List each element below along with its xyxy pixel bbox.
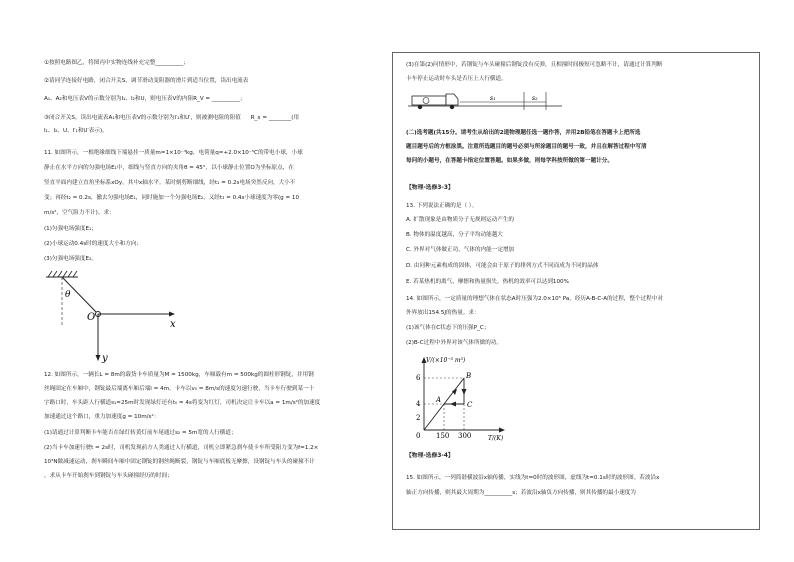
truck-cab (446, 94, 458, 105)
q15-line-1: 15. 如图所示，一列简谐横波沿x轴传播，实线为t=0时的波形图，虚线为t=0.1s时的波形图。若波沿x (406, 475, 660, 481)
q11-line-5: m/s²，空气阻力不计)。求： (44, 210, 115, 216)
q11-line-2: 静止在水平方向的匀强电场E₁中，细线与竖直方向的夹角θ = 45°，以小球静止位置O为坐标原点，在 (44, 165, 294, 171)
step-1-text: ①按照电路图乙，将图丙中实物连线补充完整__________； (44, 60, 189, 66)
elective-intro-2: 题目题号后的方框涂黑。注意所选题目的题号必须与所涂题目的题号一致，并且在解答过程中写清 (406, 144, 647, 150)
q12-line-2: 丝绳固定在车厢中，钢锭最后端离车厢后端l = 4m。卡车以v₀ = 8m/s的速度匀速行驶，当卡车行驶到某一十 (44, 386, 315, 392)
q11-line-1: 11. 如图所示，一根绝缘细线下端悬挂一质量m=1×10⁻³kg，电荷量q=+2.0×10⁻⁵C的带电小球，小球 (44, 150, 303, 156)
s1-label: s₁ (490, 95, 496, 102)
tick-150: 150 (436, 432, 450, 440)
section-3-3-header: 【物理-选修3-3】 (406, 185, 454, 191)
step-3-text-a: ③闭合开关S，读出电流表A₁和电压表V的示数分别为I′₁和U′，则被测电阻的阻值 (44, 115, 241, 121)
vt-graph (408, 354, 518, 444)
rear-wheel (418, 105, 422, 109)
truck-figure (406, 88, 566, 114)
y-axis-arrow-icon (96, 355, 101, 361)
v-axis-label: V/(×10⁻³ m³) (426, 357, 466, 364)
tick-4: 4 (416, 400, 421, 408)
q14-line-2: 外界放出154.5J的热量。求： (406, 310, 480, 316)
origin-label: O (87, 312, 96, 323)
q13-option-e: E. 若某热机的离气、摩擦和热量损失，热机的效率可以达到100% (406, 279, 569, 285)
q13-stem: 13. 下列说法正确的是（ ）。 (406, 203, 478, 209)
step-3-text-b: R_x = ________(用 (250, 115, 299, 121)
tick-6: 6 (416, 374, 421, 382)
q15-line-2: 轴正方向传播，则其最大周期为__________s；若波沿x轴负方向传播，则其传播的最小速度为 (406, 490, 636, 496)
q12-part-2: (2)当卡车加速行驶t = 2s时，司机发现前方人类通过人行横道，司机立即紧急刹车使卡车所受阻力变为f=1.2× (44, 445, 319, 451)
y-label: y (102, 353, 108, 364)
x-label: x (170, 319, 176, 330)
q12-line-4: 加速通过这个路口，重力加速度g = 10m/s²： (44, 414, 160, 420)
q12-part-2-cont: 10⁴N做减速运动，刹车瞬间车厢中固定钢锭的钢丝绳断裂，钢锭与车厢底板无摩擦，设钢锭与车头的碰撞不计 (44, 459, 315, 465)
t-axis-label: T/(K) (488, 435, 504, 442)
q12-part-3: (3)在第(2)问情形中，若钢锭与车头碰撞后钢锭没有反弹，且相撞时间极短可忽略不计，请通过计算判断 (406, 62, 663, 68)
elective-intro-1: (二)选考题(共15分。请考生从给出的2道物理题任选一题作答，并用2B铅笔在答题卡上把所选 (406, 130, 641, 136)
front-wheel (450, 105, 454, 109)
q13-option-d: D. 由同种元素构成的固体，可能会由于原子的排列方式不同而成为不同的晶体 (406, 263, 599, 269)
s2-label: s₂ (532, 95, 538, 102)
q12-line-3: 字路口时，车头距人行横道s₁=25m时发现绿灯还有t₀ = 4s将变为红灯，司机决定让卡车以a = 1m/s²的加速度 (44, 400, 321, 406)
q11-part-2: (2)小球运动0.4s时的速度大小和方向； (44, 241, 143, 247)
step-2-text: ②请同学连接好电路，闭合开关S，调节滑动变阻器的滑片到适当位置，读出电流表 (44, 78, 249, 84)
q12-part-2-cont-2: ，求从卡车开始刹车到钢锭与车头碰撞经历的时间； (44, 473, 173, 479)
step-3-text-cont: I₁、I₂、U、I′₁和U′表示)。 (44, 128, 108, 134)
q11-line-3: 竖直平面内建立直角坐标系xOy，其中x轴水平。某时刻剪断细线，经t₁ = 0.2s电场突然反向，大小不 (44, 180, 296, 186)
arrow-bc-icon (462, 389, 467, 395)
point-c-label: C (467, 401, 473, 409)
q14-line-1: 14. 如图所示，一定质量的理想气体在状态A时压强为2.0×10⁵ Pa，经历A-B-C-A的过程，整个过程中对 (406, 296, 663, 302)
arrow-ca-icon (450, 402, 456, 407)
point-b-label: B (466, 372, 472, 380)
q11-part-3: (3)匀强电场强度E₂。 (44, 256, 97, 262)
q12-line-1: 12. 如图所示，一辆长L = 8m的载货卡车质量为M = 1500kg，车厢载有m = 500kg的圆柱形钢锭，并用钢 (44, 372, 314, 378)
ceiling-hatch (46, 271, 78, 277)
q12-part-3-cont: 卡车停止运动时车头是否压上人行横道。 (406, 76, 507, 82)
elective-intro-3: 每问的小题号，在答题卡指定位置答题。如果多做，则每学科按所做的第一题计分。 (406, 158, 613, 164)
point-a-label: A (436, 396, 442, 404)
step-3-text (44, 115, 299, 122)
x-axis-arrow-icon (169, 312, 175, 317)
q13-option-c: C. 外界对气体做正功，气体的内能一定增加 (406, 247, 515, 253)
tick-2: 2 (416, 414, 421, 422)
q11-part-1: (1)匀强电场强度E₁； (44, 226, 97, 232)
q14-part-2: (2)B-C过程中外界对该气体所做的功。 (406, 340, 502, 346)
step-2-text-cont: A₁、A₂和电压表V的示数分别为I₁、I₂和U，则电压表V的内阻R_V = __________； (44, 96, 246, 102)
steel-ingot (423, 98, 429, 104)
section-3-4-header: 【物理-选修3-4】 (406, 453, 454, 459)
q13-option-a: A. 扩散现象是由物质分子无规则运动产生的 (406, 217, 514, 223)
q13-option-b: B. 物体的温度越高，分子平均动能越大 (406, 232, 503, 238)
q11-line-4: 变；再经t₂ = 0.2s，撤去匀强电场E₁，同时施加一个匀强电场E₂，又经t₃ = 0.4s小球速度为零(g = 10 (44, 195, 300, 201)
q14-part-1: (1)该气体在C状态下的压强P_C； (406, 325, 490, 331)
tick-0: 0 (416, 432, 421, 440)
theta-label: θ (65, 290, 71, 300)
q12-part-1: (1)请通过计算判断卡车能否在绿灯转黄灯前车尾通过s₂ = 5m宽的人行横道； (44, 430, 237, 436)
q11-figure (44, 267, 194, 367)
t-axis-arrow-icon (499, 428, 505, 433)
tick-300: 300 (458, 432, 472, 440)
